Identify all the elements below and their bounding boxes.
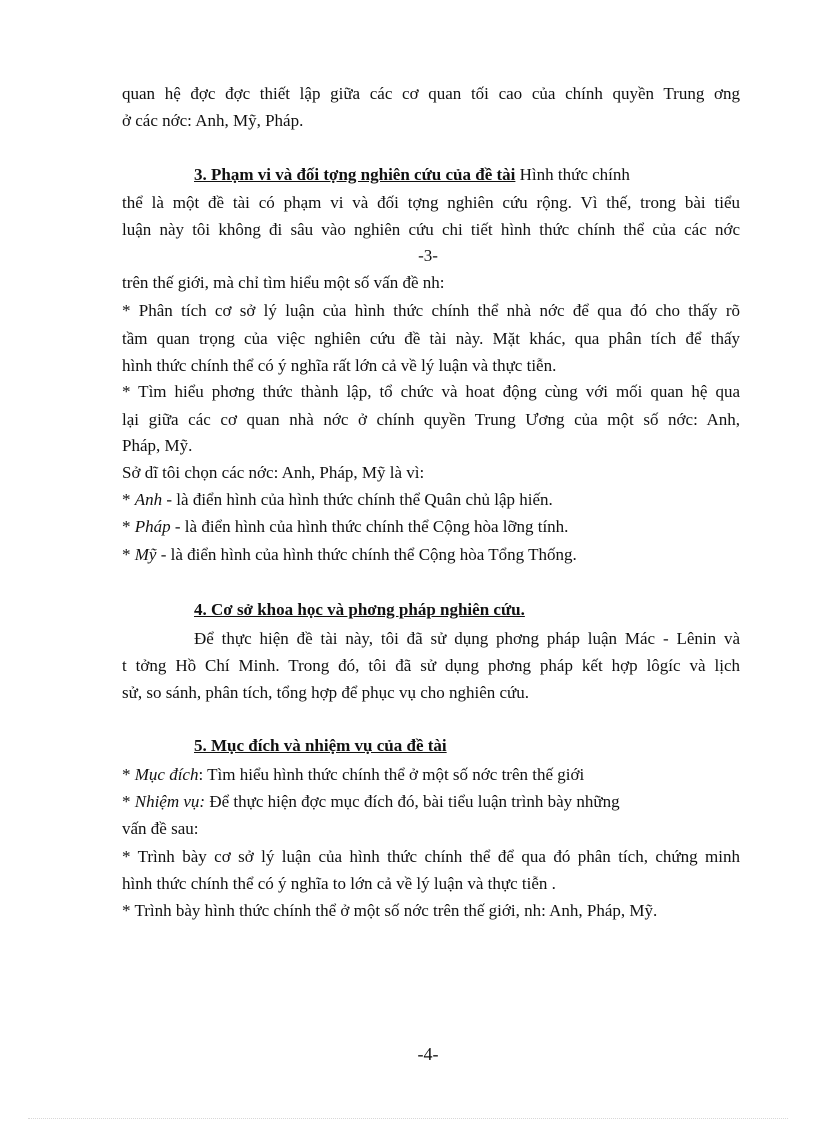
- paragraph-line: vấn đề sau:: [122, 819, 199, 838]
- bullet: *: [122, 792, 135, 811]
- paragraph-line: thể là một đề tài có phạm vi và đối tợng nghiên cứu rộng. Vì thế, trong bài tiểu: [122, 193, 740, 212]
- page-bottom-divider: [28, 1118, 788, 1119]
- page-number: -4-: [417, 1044, 439, 1064]
- paragraph-line: Sở dĩ tôi chọn các nớc: Anh, Pháp, Mỹ là vì:: [122, 463, 425, 482]
- list-item-text: Để thực hiện đợc mục đích đó, bài tiểu luận trình bày những: [205, 792, 620, 811]
- list-item-text: là điển hình của hình thức chính thể Cộng hòa Tổng Thống.: [166, 545, 577, 564]
- paragraph-line: * Phân tích cơ sở lý luận của hình thức chính thể nhà nớc để qua đó cho thấy rõ: [122, 301, 740, 320]
- section-heading-5-title: 5. Mục đích và nhiệm vụ của đề tài: [194, 736, 447, 755]
- list-item-term: Nhiệm vụ:: [134, 792, 206, 811]
- list-item-term: Pháp -: [134, 517, 181, 536]
- paragraph-line: hình thức chính thể có ý nghĩa to lớn cả về lý luận và thực tiễn .: [122, 874, 556, 893]
- list-item: [122, 517, 740, 537]
- paragraph-line: trên thế giới, mà chỉ tìm hiểu một số vấn đề nh:: [122, 273, 445, 292]
- list-item: [122, 490, 740, 510]
- list-item-text: là điển hình của hình thức chính thể Cộng hòa lỡng tính.: [180, 517, 569, 536]
- list-item-text: là điển hình của hình thức chính thể Quân chủ lập hiến.: [172, 490, 553, 509]
- paragraph-text: Hình thức chính: [515, 165, 630, 184]
- section-heading-5: [194, 736, 740, 756]
- section-heading-4: [194, 600, 740, 620]
- list-item: [122, 765, 740, 785]
- paragraph-line: Pháp, Mỹ.: [122, 436, 193, 455]
- paragraph-line: sử, so sánh, phân tích, tổng hợp để phục vụ cho nghiên cứu.: [122, 683, 530, 702]
- list-item-term: Mục đích: [134, 765, 199, 784]
- paragraph-line: * Trình bày hình thức chính thể ở một số nớc trên thế giới, nh: Anh, Pháp, Mỹ.: [122, 901, 658, 920]
- section-heading-3-title: 3. Phạm vi và đối tợng nghiên cứu của đề tài: [194, 165, 516, 184]
- paragraph-line: Để thực hiện đề tài này, tôi đã sử dụng phơng pháp luận Mác - Lênin và: [194, 629, 740, 648]
- list-item: [122, 792, 740, 812]
- paragraph-line: luận này tôi không đi sâu vào nghiên cứu chi tiết hình thức chính thể của các nớc: [122, 220, 740, 239]
- paragraph-line: lại giữa các cơ quan nhà nớc ở chính quyền Trung Ương của một số nớc: Anh,: [122, 410, 740, 429]
- list-item: [122, 545, 740, 565]
- paragraph-line: t tởng Hồ Chí Minh. Trong đó, tôi đã sử dụng phơng pháp kết hợp lôgíc và lịch: [122, 656, 740, 675]
- bullet: *: [122, 490, 135, 509]
- list-item-text: : Tìm hiểu hình thức chính thể ở một số nớc trên thế giới: [198, 765, 585, 784]
- list-item-term: Mỹ -: [134, 545, 167, 564]
- bullet: *: [122, 765, 135, 784]
- bullet: *: [122, 517, 135, 536]
- paragraph-line: ở các nớc: Anh, Mỹ, Pháp.: [122, 111, 304, 130]
- paragraph-line: hình thức chính thể có ý nghĩa rất lớn cả về lý luận và thực tiễn.: [122, 356, 557, 375]
- paragraph-line: * Trình bày cơ sở lý luận của hình thức chính thể để qua đó phân tích, chứng minh: [122, 847, 740, 866]
- paragraph-line: * Tìm hiểu phơng thức thành lập, tổ chức và hoat động cùng với mối quan hệ qua: [122, 382, 740, 401]
- section-heading-4-title: 4. Cơ sở khoa học và phơng pháp nghiên cứu.: [194, 600, 525, 619]
- paragraph-line: tầm quan trọng của việc nghiên cứu đề tài này. Mặt khác, qua phân tích để thấy: [122, 329, 740, 348]
- section-heading-3: [194, 165, 740, 185]
- page-number-inline: -3-: [418, 246, 438, 265]
- paragraph-line: quan hệ đợc đợc thiết lập giữa các cơ quan tối cao của chính quyền Trung ơng: [122, 84, 740, 103]
- bullet: *: [122, 545, 135, 564]
- list-item-term: Anh -: [134, 490, 173, 509]
